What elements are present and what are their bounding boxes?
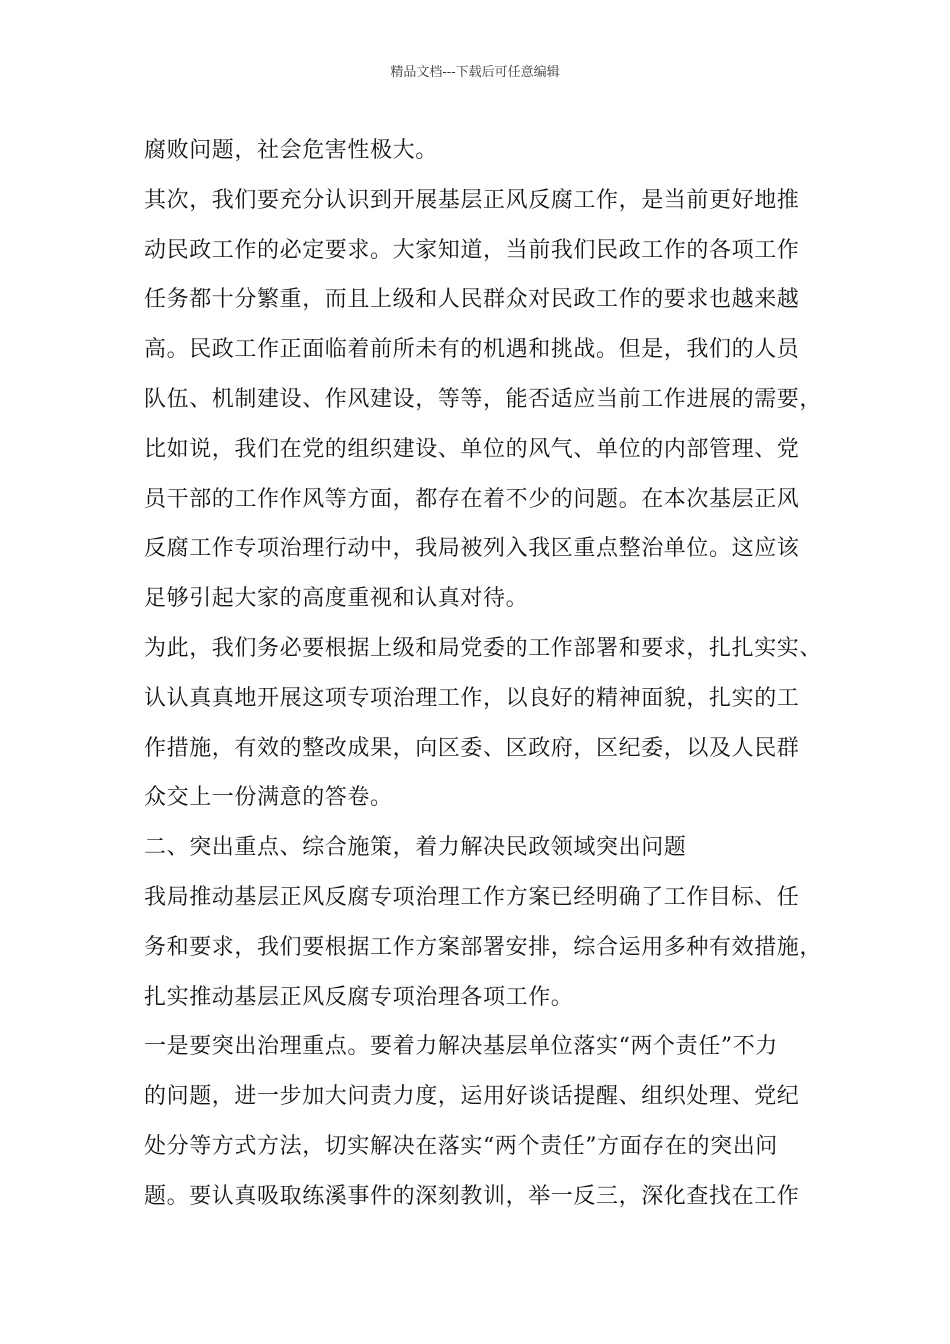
text-line: 任务都十分繁重，而且上级和人民群众对民政工作的要求也越来越 xyxy=(144,287,800,313)
text-line: 众交上一份满意的答卷。 xyxy=(144,785,393,811)
text-line: 比如说，我们在党的组织建设、单位的风气、单位的内部管理、党 xyxy=(144,436,800,462)
text-line: 高。民政工作正面临着前所未有的机遇和挑战。但是，我们的人员 xyxy=(144,337,800,363)
page-header: 精品文档---下载后可任意编辑 xyxy=(390,65,560,80)
text-line: 题。要认真吸取练溪事件的深刻教训，举一反三，深化查找在工作 xyxy=(144,1183,800,1209)
text-line: 为此，我们务必要根据上级和局党委的工作部署和要求，扎扎实实、 xyxy=(144,635,823,661)
text-line: 处分等方式方法，切实解决在落实“两个责任”方面存在的突出问 xyxy=(144,1133,778,1159)
document-body xyxy=(144,126,824,1222)
section-heading: 二、突出重点、综合施策，着力解决民政领域突出问题 xyxy=(144,835,687,861)
text-line: 认认真真地开展这项专项治理工作，以良好的精神面貌，扎实的工 xyxy=(144,685,800,711)
text-line: 一是要突出治理重点。要着力解决基层单位落实“两个责任”不力 xyxy=(144,1034,778,1060)
text-line: 的问题，进一步加大问责力度，运用好谈话提醒、组织处理、党纪 xyxy=(144,1084,800,1110)
text-line: 我局推动基层正风反腐专项治理工作方案已经明确了工作目标、任 xyxy=(144,884,800,910)
text-line: 腐败问题，社会危害性极大。 xyxy=(144,138,438,163)
text-line: 队伍、机制建设、作风建设，等等，能否适应当前工作进展的需要， xyxy=(144,386,823,412)
text-line: 足够引起大家的高度重视和认真对待。 xyxy=(144,586,529,612)
text-line: 动民政工作的必定要求。大家知道，当前我们民政工作的各项工作 xyxy=(144,237,800,263)
text-line: 务和要求，我们要根据工作方案部署安排，综合运用多种有效措施， xyxy=(144,934,823,960)
text-line: 反腐工作专项治理行动中，我局被列入我区重点整治单位。这应该 xyxy=(144,536,800,562)
text-line: 其次，我们要充分认识到开展基层正风反腐工作，是当前更好地推 xyxy=(144,187,800,213)
text-line: 作措施，有效的整改成果，向区委、区政府，区纪委，以及人民群 xyxy=(144,735,800,761)
text-line: 扎实推动基层正风反腐专项治理各项工作。 xyxy=(144,984,574,1010)
text-line: 员干部的工作作风等方面，都存在着不少的问题。在本次基层正风 xyxy=(144,486,800,512)
